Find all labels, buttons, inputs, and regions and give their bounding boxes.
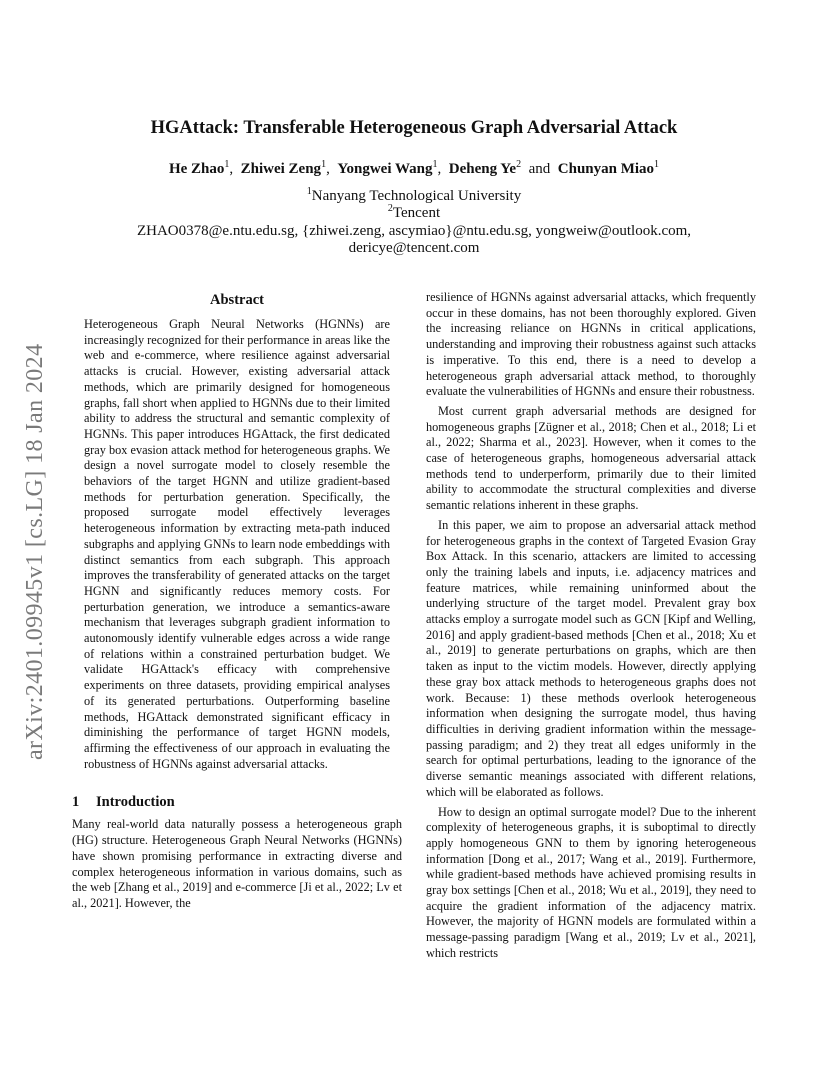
author-affiliation-mark: 1 — [654, 159, 660, 170]
author-emails — [90, 223, 738, 257]
left-column — [72, 290, 402, 912]
body-paragraph: resilience of HGNNs against adversarial attacks, which frequently occur in these domains, has not been thoroughly explored. Given the increasing reliance on HGNNs in critical applications, understanding and improving their robustness against such attacks is imperative. To this end, there is a need to develop a heterogeneous graph adversarial attack method, to thoroughly evaluate the vulnerabilities of HGNNs and ensure their robustness. — [426, 290, 756, 399]
arxiv-identifier[interactable]: arXiv:2401.09945v1 [cs.LG] 18 Jan 2024 — [22, 343, 48, 760]
email-line: ZHAO0378@e.ntu.edu.sg, {zhiwei.zeng, ascymiao}@ntu.edu.sg, yongweiw@outlook.com, — [136, 223, 692, 239]
section-title: Introduction — [96, 794, 175, 811]
author-name: He Zhao — [168, 161, 225, 177]
affiliation — [80, 203, 748, 222]
email-line: dericye@tencent.com — [348, 240, 480, 256]
body-paragraph: How to design an optimal surrogate model? Due to the inherent complexity of heterogeneous graphs, it is suboptimal to directly apply homogeneous GNN to them by ignoring heterogeneous information [Dong et al., 2017; Wang et al., 2019]. Furthermore, while gradient-based methods have achieved promising results in gray box settings [Chen et al., 2018; Wu et al., 2019], they need to acquire the gradient information of the adjacency matrix. However, the majority of HGNN models are formulated within a message-passing paradigm [Wang et al., 2019; Lv et al., 2021], which restricts — [426, 804, 756, 960]
paper-title: HGAttack: Transferable Heterogeneous Graph Adversarial Attack — [150, 118, 678, 138]
introduction-paragraph: Many real-world data naturally possess a heterogeneous graph (HG) structure. Heterogeneous Graph Neural Networks (HGNNs) have shown promising performance in extracting diverse and complex heterogeneous information in various domains, such as the web [Zhang et al., 2019] and e-commerce [Ji et al., 2022; Lv et al., 2021]. However, the — [72, 817, 402, 910]
author-affiliation-mark: 1 — [321, 159, 327, 170]
section-heading — [72, 794, 402, 811]
author-affiliation-mark: 1 — [432, 159, 438, 170]
author-name: Deheng Ye — [448, 161, 517, 177]
section-number: 1 — [72, 794, 80, 811]
abstract-body: Heterogeneous Graph Neural Networks (HGNNs) are increasingly recognized for their performance in areas like the web and e-commerce, where resilience against adversarial attacks is crucial. However, existing adversarial attack methods, which are primarily designed for homogeneous graphs, fall short when applied to HGNNs due to their limited ability to address the structural and semantic complexity of HGNNs. This paper introduces HGAttack, the first dedicated gray box evasion attack method for heterogeneous graphs. We design a novel surrogate model to closely resemble the behaviors of the target HGNN and utilize gradient-based methods for perturbation generation. Specifically, the proposed surrogate model effectively leverages heterogeneous information by extracting meta-path induced subgraphs and applying GNNs to learn node embeddings with distinct semantics from each subgraph. This approach improves the transferability of generated attacks on the target HGNN and significantly reduces memory costs. For perturbation generation, we introduce a semantics-aware mechanism that leverages subgraph gradient information to autonomously identify vulnerable edges across a wide range of relations within a constrained perturbation budget. We validate HGAttack's efficacy with comprehensive experiments on three datasets, providing empirical analyses of its generated perturbations. Outperforming baseline methods, HGAttack demonstrated significant efficacy in diminishing the performance of target HGNN models, affirming the effectiveness of our approach in evaluating the robustness of HGNNs against adversarial attacks. — [84, 317, 391, 771]
body-paragraph: In this paper, we aim to propose an adversarial attack method for heterogeneous graphs in the context of Targeted Evasion Gray Box Attack. In this scenario, attackers are limited to accessing only the training labels and inputs, i.e. adjacency matrices and feature matrices, while remaining uninformed about the underlying structure of the target model. Prevalent gray box attacks employ a surrogate model such as GCN [Kipf and Welling, 2016] and apply gradient-based methods [Chen et al., 2018; Xu et al., 2019] to generate perturbations on graphs, which are then taken as input to the victim models. However, directly applying these gray box attack methods to heterogeneous graphs does not work. Because: 1) these methods overlook heterogeneous information when designing the surrogate model, thus having difficulties in deriving gradient information within the message-passing paradigm; and 2) they treat all edges uniformly in the search for optimal perturbations, leading to the ignorance of the diverse semantic meanings associated with different relations, which will be elaborated as follows. — [426, 517, 756, 799]
abstract-heading: Abstract — [210, 292, 264, 308]
body-paragraph: Most current graph adversarial methods are designed for homogeneous graphs [Zügner et al., 2018; Chen et al., 2018; Li et al., 2022; Sharma et al., 2023]. However, when it comes to the case of heterogeneous graphs, homogeneous adversarial attack methods tend to underperform, primarily due to their limited ability to accommodate the structural complexities and diverse semantic relations inherent in these graphs. — [426, 403, 756, 513]
author-name: Chunyan Miao — [557, 161, 655, 177]
affiliation-mark: 2 — [387, 203, 393, 214]
author-name: Yongwei Wang — [337, 161, 433, 177]
author-name: Zhiwei Zeng — [240, 161, 322, 177]
affiliation-name: Tencent — [392, 205, 441, 221]
author-affiliation-mark: 2 — [516, 159, 522, 170]
affiliation-mark: 1 — [306, 186, 312, 197]
author-conjunction: and — [528, 161, 551, 177]
right-column — [426, 290, 756, 966]
author-list: He Zhao$^1$, Zhiwei Zeng$^1$, Yongwei Wang$^1$, Deheng Ye$^2$ and Chunyan Miao$^1$ — [168, 159, 660, 177]
affiliation-name: Nanyang Technological University — [311, 188, 522, 204]
author-affiliation-mark: 1 — [224, 159, 230, 170]
